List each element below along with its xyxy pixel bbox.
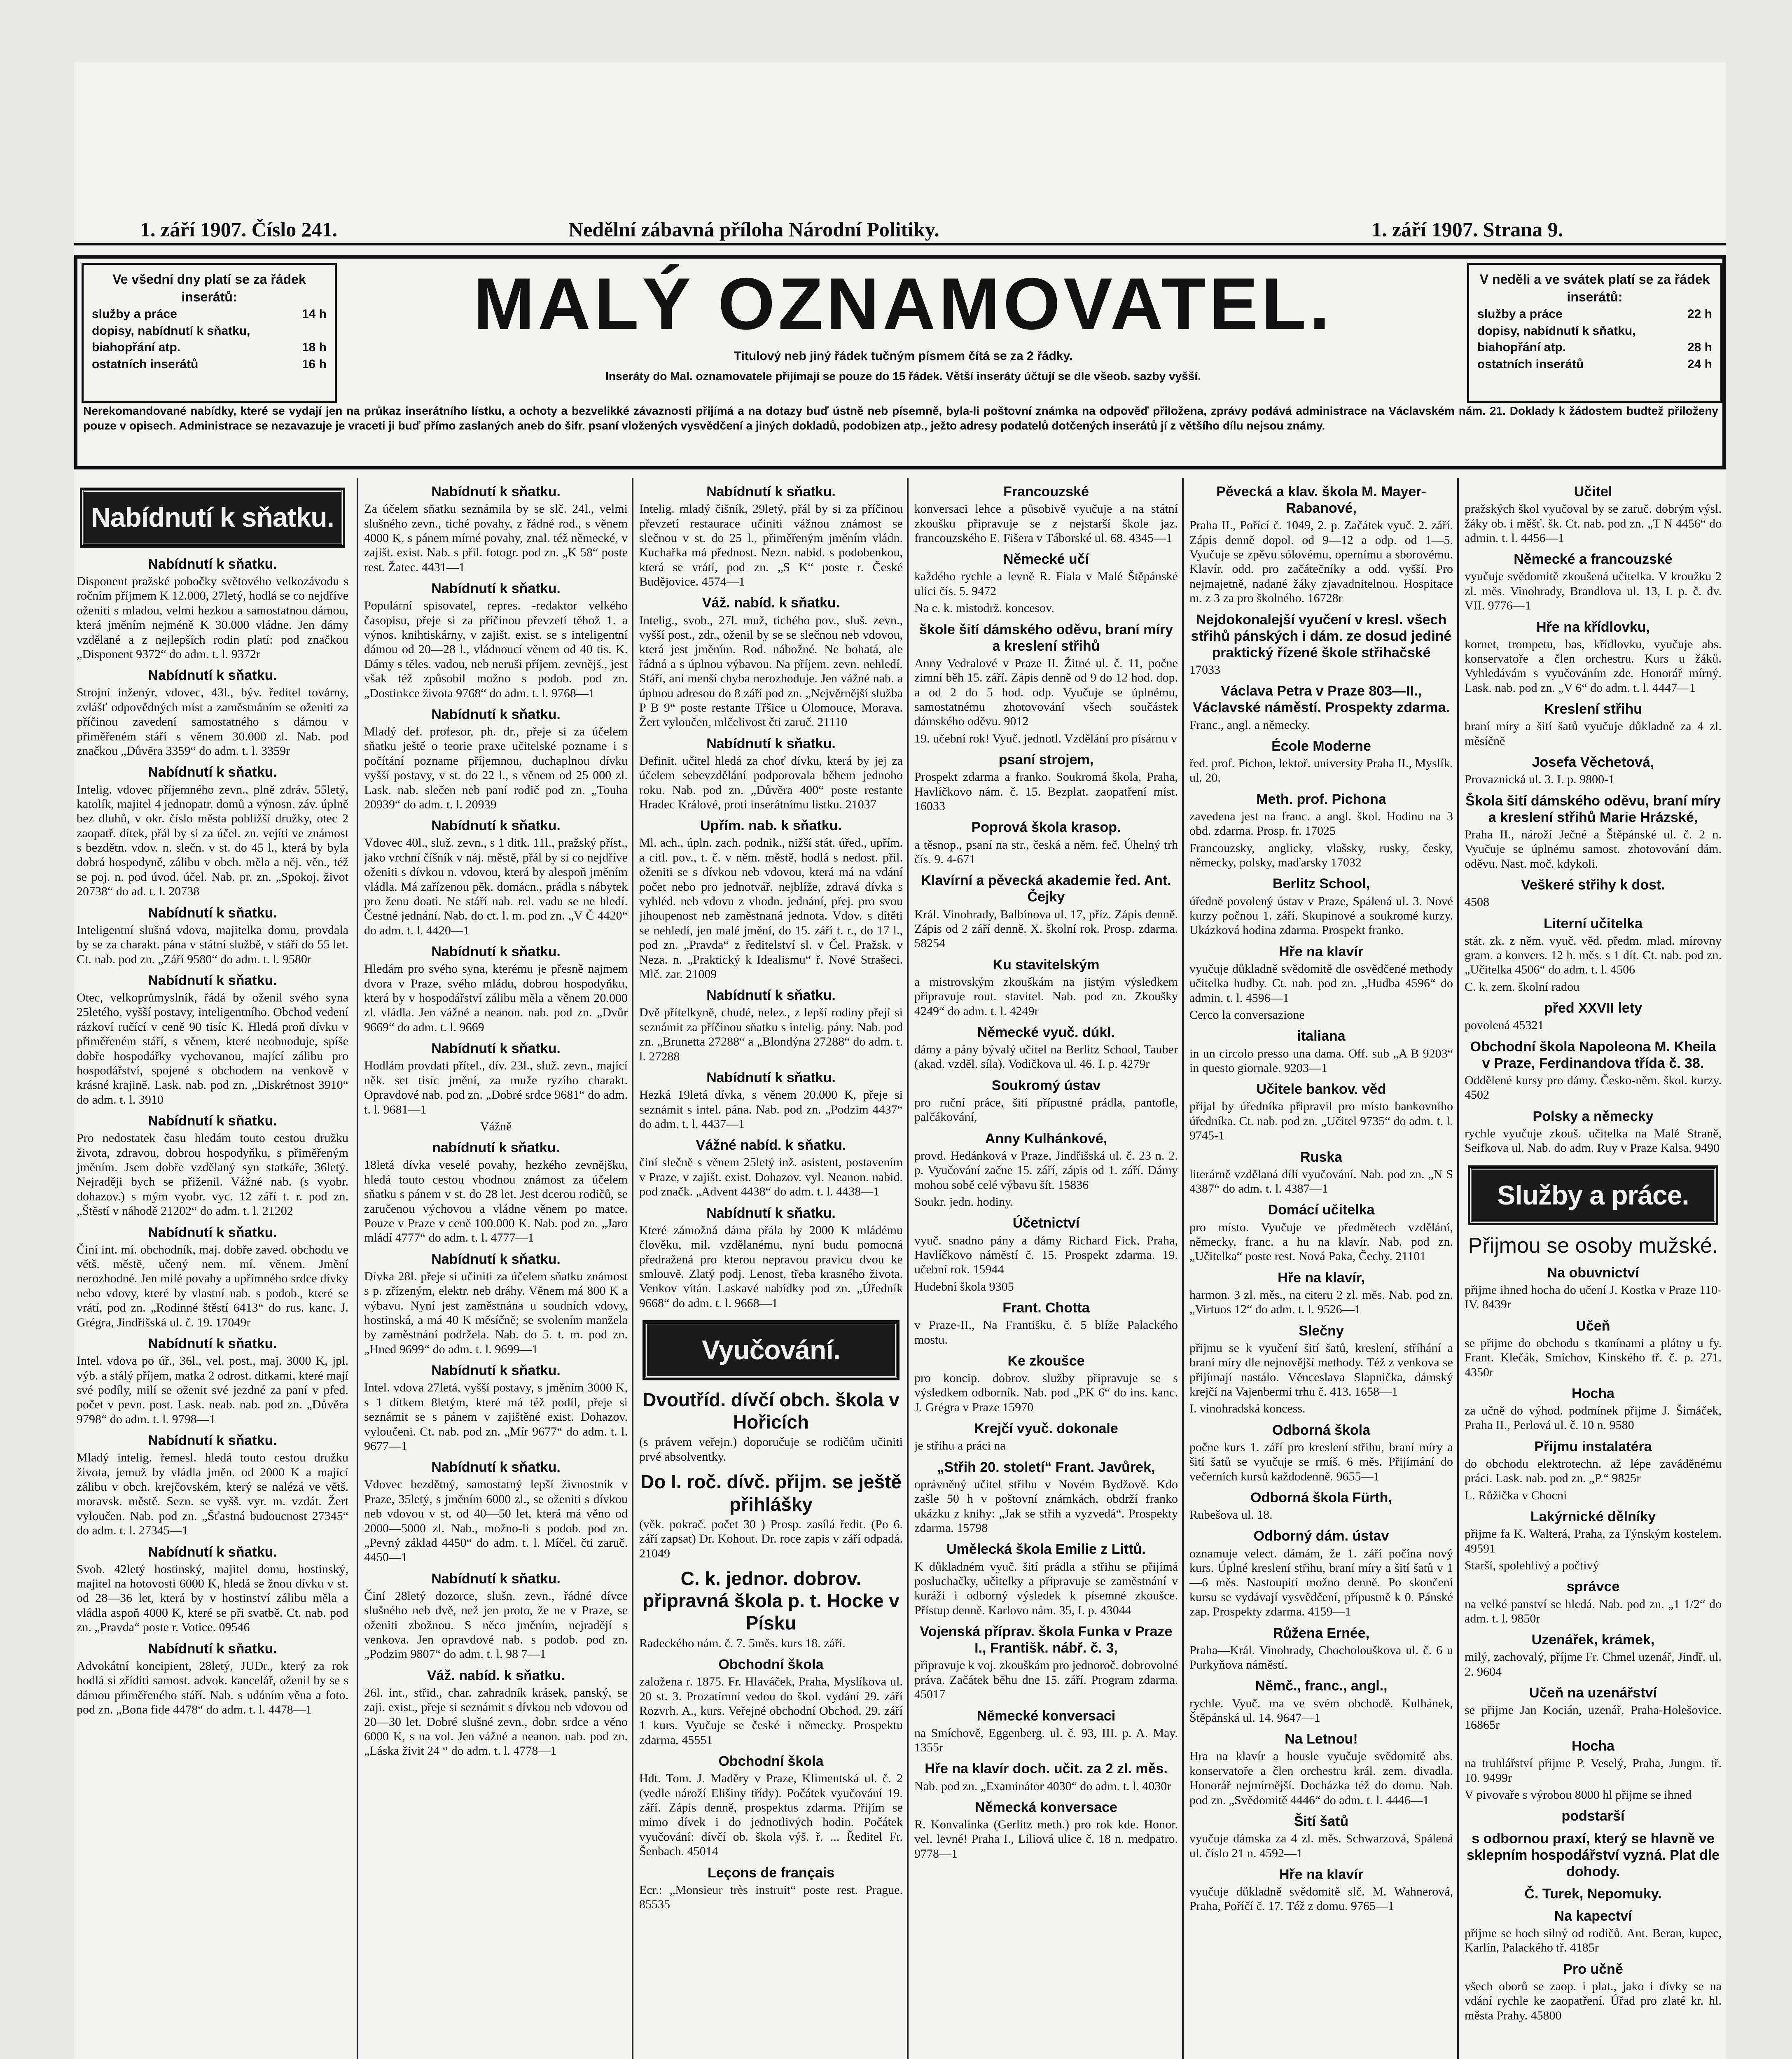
ad-text: vyučuje důkladně svědomitě slč. M. Wahnerová, Praha, Poříčí č. 17. Též z domu. 9765—1 <box>1189 1885 1453 1913</box>
ad-text: oprávněný učitel střihu v Novém Bydžově. Kdo zašle 50 h v poštovní známkách, obdrží franko ukázku z knihy: „Jak se střih a vyzvedá“. Prospekty zdarma. 15798 <box>914 1477 1178 1535</box>
ad-text: Dvě přítelkyně, chudé, nelez., z lepší rodiny přejí si seznámit za příčinou sňatku s intelig. pány. Nab. pod zn. „Brunetta 27288“ a „Blondýna 27288“ do adm. t. l. 27288 <box>639 1006 903 1063</box>
ad-heading: Nabídnutí k sňatku. <box>706 735 836 752</box>
ad-heading: s odbornou praxí, který se hlavně ve sklepním hospodářství vyzná. Plat dle dohody. <box>1466 1830 1720 1879</box>
ad-text: Intel. vdova po úř., 36l., vel. post., maj. 3000 K, jpl. výb. a stálý příjem, matka 2 odrost. ditkami, které mají své podíly, milí se oženit své jezdné za paní v pfed. počet v pevn. post. Lask. neab. nab. pod zn. „Důvěra 9798“ do adm. t. l. 9798—1 <box>77 1354 348 1426</box>
ad-heading: Slečny <box>1299 1323 1344 1339</box>
ad-text: na velké panství se hledá. Nab. pod zn. „1 1/2“ do adm. t. l. 9850r <box>1465 1597 1722 1625</box>
price-row-label: dopisy, nabídnutí k sňatku, <box>1477 324 1636 338</box>
ad-heading: Odborný dám. ústav <box>1253 1528 1389 1544</box>
ad-text: Prospekt zdarma a franko. Soukromá škola, Praha, Havlíčkovo nám. č. 15. Bezplat. zaopatření míst. 16033 <box>914 770 1178 813</box>
section-heading: Nabídnutí k sňatku. <box>82 490 343 545</box>
ad-text: 4508 <box>1465 895 1489 909</box>
price-row-value: 22 h <box>1687 307 1712 321</box>
ad-heading: Umělecká škola Emilie z Littů. <box>946 1541 1146 1557</box>
ad-heading: Obchodní škola <box>718 1657 824 1673</box>
ad-text: harmon. 3 zl. měs., na citeru 2 zl. měs. Nab. pod zn. „Virtuos 12“ do adm. t. l. 9526—1 <box>1189 1288 1453 1317</box>
ad-heading: Nabídnutí k sňatku. <box>148 972 277 988</box>
ad-text: in un circolo presso una dama. Off. sub „A B 9203“ in questo giornale. 9203—1 <box>1189 1046 1453 1075</box>
ad-heading: nabídnutí k sňatku. <box>432 1140 560 1156</box>
ad-text: milý, zachovalý, příjme Fr. Chmel uzenář, Jindř. ul. 2. 9604 <box>1465 1650 1722 1678</box>
ad-text: Radeckého nám. č. 7. 5měs. kurs 18. září. <box>639 1636 846 1650</box>
header-supplement-title: Nedělní zábavná příloha Národní Politiky. <box>568 218 939 241</box>
price-row-label: ostatních inserátů <box>1477 357 1584 371</box>
ad-heading: Váž. nabíd. k sňatku. <box>702 595 840 611</box>
ad-text: oznamuje velect. dámám, že 1. září počína nový kurs. Úplné kreslení střihu, braní míry a šití šatů v 1—6 měs. Nastoupití možno denně. Po skončení kursu se vydávají vysvědčení, přípustně k 0. Pánské zap. Prospekty zdarma. 4159—1 <box>1189 1546 1453 1619</box>
ad-text: do obchodu elektrotechn. až lépe zaváděnému práci. Lask. nab. pod zn. „P.“ 9825r <box>1465 1457 1722 1485</box>
ad-text: L. Růžička v Chocni <box>1465 1488 1567 1502</box>
ad-heading: Škola šití dámského oděvu, braní míry a kreslení střihů Marie Hrázské, <box>1465 793 1721 825</box>
ad-text: je střihu a práci na <box>914 1439 1006 1453</box>
ad-text: Intel. vdova 27letá, vyšší postavy, s jměním 3000 K, s 1 dítkem 8letým, které má též podíl, přeje si seznámit se s pánem v zajištěné exist. Dohazov. vyloučeni. Ct. nab. pod zn. „Mír 9677“ do adm. t. l. 9677—1 <box>364 1381 628 1453</box>
ad-heading: Odborná škola <box>1272 1422 1371 1438</box>
ad-heading: Literní učitelka <box>1544 915 1642 931</box>
ad-heading: Nabídnutí k sňatku. <box>431 1571 561 1587</box>
ad-text: Provaznická ul. 3. I. p. 9800-1 <box>1465 773 1615 787</box>
ad-text: R. Konvalinka (Gerlitz meth.) pro rok kde. Honor. vel. levné! Praha I., Liliová ulice č. 18 n. medpatro. 9778—1 <box>914 1818 1178 1861</box>
column-1 <box>74 478 354 2059</box>
ad-heading: Učitel <box>1574 484 1612 500</box>
ad-heading: Nabídnutí k sňatku. <box>148 764 277 780</box>
price-row-label: biahopřání atp. <box>92 341 181 355</box>
weekday-price-title: Ve všední dny platí se za řádek inserátů: <box>112 272 306 305</box>
ad-text: Francouzsky, anglicky, vlašsky, rusky, česky, německy, polsky, maďarsky 17032 <box>1189 841 1453 870</box>
ad-heading: Němč., franc., angl., <box>1255 1678 1388 1694</box>
ad-text: Hledám pro svého syna, kterému je přesně najmem dvora v Praze, svého mládu, dobrou hospodyňku, která by v hospodářství zálibu měla a věnem 20.000 zl. vládla. Jen vážné a neanon. nab. pod zn. „Dvůr 9669“ do adm. t. l. 9669 <box>364 962 628 1034</box>
ad-heading: Obchodní škola <box>718 1753 824 1770</box>
ad-text: 17033 <box>1189 663 1220 677</box>
price-row-value: 24 h <box>1687 357 1712 371</box>
ad-text: Vdovec 40l., služ. zevn., s 1 ditk. 11l., pražský příst., jako vrchní číšník v náj. městě, přál by si co nejdříve oženiti s dívkou n. vdovou, která by alespoň jměním vládla. Má zařízenou pěk. domácn., prádla s nábytek pro ženu doati. Ne stáří nab. rel. vadu se ne hledí. Čestné jednání. Nab. do ct. l. m. pod zn. „V Č 4420“ do adm. t. l. 4420—1 <box>364 836 628 937</box>
ad-text: připravuje k voj. zkouškám pro jednoroč. dobrovolné práva. Začátek běhu dne 15. září. Program zdarma. 45017 <box>914 1658 1178 1702</box>
ad-text: vyuč. snadno pány a dámy Richard Fick, Praha, Havlíčkovo náměstí č. 15. Prospekt zdarma. 19. učební rok. 15944 <box>914 1233 1178 1277</box>
ad-heading: Upřím. nab. k sňatku. <box>700 818 842 834</box>
ad-heading: Josefa Věchetová, <box>1532 754 1654 770</box>
ad-text: Rubešova ul. 18. <box>1189 1508 1273 1522</box>
ad-heading: Hře na klavír <box>1279 943 1364 959</box>
ad-heading: Francouzské <box>1003 484 1089 500</box>
ad-text: řed. prof. Pichon, lektoř. university Praha II., Myslík. ul. 20. <box>1189 756 1453 785</box>
ad-text: zavedena jest na franc. a angl. škol. Hodinu na 3 obd. zdarma. Prosp. fr. 17025 <box>1189 809 1453 838</box>
ad-text: Mladý intelig. řemesl. hledá touto cestou družku života, jemuž by vládla jměn. od 2000 K a mající zálibu v obch. krejčovském, který se nalézá ve větš. moravsk. městě. Sezn. se vyšš. vyr. m. vzdát. Žert vyloučen. Nab. pod zn. „Šťastná budoucnost 27345“ do adm. t. l. 27345—1 <box>77 1451 348 1538</box>
ad-heading: Leçons de français <box>707 1865 834 1881</box>
column-3 <box>632 478 909 2059</box>
ad-heading: Růžena Ernée, <box>1273 1625 1370 1641</box>
price-row-label: ostatních inserátů <box>92 357 199 371</box>
ad-text: (věk. pokrač. počet 30 ) Prosp. zasílá ředit. (Po 6. září zapsat) Dr. Kohout. Dr. roce zapis v září odpadá. 21049 <box>639 1517 903 1560</box>
ad-heading: Nejdokonalejší vyučení v kresl. všech střihů pánských i dám. ze dosud jediné praktický řízené škole střihačské <box>1191 612 1452 661</box>
ad-columns <box>74 478 1726 2059</box>
ad-heading: Hře na klavír <box>1279 1866 1364 1882</box>
ad-heading: Nabídnutí k sňatku. <box>148 1336 277 1352</box>
header-date-left: 1. září 1907. Číslo 241. <box>140 218 338 241</box>
ad-text: Intelig. vdovec příjemného zevn., plně zdráv, 55letý, katolík, majitel 4 jednopatr. domů a výnosn. záv. úplně bez dluhů, v okr. číslo města pobližší družky, otec 2 zaopatř. dítek, přál by si za účel. zn. vejíti ve známost s bezdětn. vdov. n. slečn. v st. do 45 l., která by byla dobrá hospodyně, zálibu v obch. měla a něj. věn., též se poj. n. pod úvod. účel. Nab. pr. zn. „Spokoj. život 20738“ do ad. t. l. 20738 <box>77 782 348 899</box>
ad-text: Hdt. Tom. J. Maděry v Praze, Klimentská ul. č. 2 (vedle nároží Elišiny třídy). Počátek vyučování 19. září. Zápis denně, prospektus zdarma. Přijím se mimo dívek i do jednotlivých hodin. Počátek vyučování: dívčí ob. škola výš. ř. ... Ředitel Fr. Šenbach. 45014 <box>639 1772 903 1858</box>
ad-display-heading: Do I. roč. dívč. přijm. se ještě přihlášky <box>640 1471 902 1515</box>
ad-heading: Domácí učitelka <box>1268 1202 1375 1218</box>
price-row-label: biahopřání atp. <box>1477 341 1566 355</box>
ad-heading: Ruska <box>1300 1149 1343 1165</box>
ad-text: přijme fa K. Walterá, Praha, za Týnským kostelem. 49591 <box>1465 1527 1722 1555</box>
ad-heading: Pěvecká a klav. škola M. Mayer-Rabanové, <box>1216 484 1426 516</box>
ad-text: Intelig., svob., 27l. muž, tichého pov., sluš. zevn., vyšší post., zdr., oženil by se se slečnou neb vdovou, která jest jměním. Rod. nábožné. Ne bohatá, ale řádná a s úplnou výbavou. Na příjem. zevn. nehledí. Stáří, ani menší chyba nerozhoduje. Jen vážné nab. a úplnou adresou do 8 září pod zn. „Nejvěrnější služba P B 9“ poste restante Třšice u Olomouce, Morava. Žert vyloučen, mlčelivost čti zaruč. 21110 <box>639 613 903 729</box>
ad-text: Hra na klavír a housle vyučuje svědomitě abs. konservatoře a člen orchestru král. zem. divadla. Honorář nejmírnější. Docházka též do domu. Nab. pod zn. „Svědomitě 4446“ do adm. t. l. 4446—1 <box>1189 1749 1453 1807</box>
ad-heading: Na kapectví <box>1554 1908 1632 1924</box>
ad-heading: Uzenářek, krámek, <box>1531 1632 1655 1648</box>
ad-text: Na c. k. mistodrž. koncesov. <box>914 601 1054 615</box>
ad-text: se přijme do obchodu s tkanínami a plátny u fy. Frant. Klečák, Smíchov, Kinského tř. č. p. 271. 4350r <box>1465 1336 1722 1379</box>
ad-text: Král. Vinohrady, Balbínova ul. 17, příz. Zápis denně. Zápis od 2 září denně. X. školní rok. Prosp. zdarma. 58254 <box>914 907 1178 950</box>
ad-heading: Poprová škola krasop. <box>971 819 1121 836</box>
ad-text: Za účelem sňatku seznámila by se slč. 24l., velmi slušného zevn., tiché povahy, z řádné rod., s věnem 4000 K, s pánem mírné povahy, znal. též německé, v zajišt. exist. Nab. s přil. fotogr. pod zn. „K 58“ poste rest. Žatec. 4431—1 <box>364 502 628 574</box>
ad-heading: Váž. nabíd. k sňatku. <box>427 1667 565 1683</box>
ad-heading: Klavírní a pěvecká akademie řed. Ant. Čejky <box>921 873 1171 905</box>
ad-text: literárně vzdělaná dílí vyučování. Nab. pod zn. „N S 4387“ do adm. t. l. 4387—1 <box>1189 1167 1453 1196</box>
ad-heading: Nabídnutí k sňatku. <box>148 1544 277 1560</box>
ad-text: Cerco la conversazione <box>1189 1008 1305 1022</box>
ad-heading: Nabídnutí k sňatku. <box>148 1641 277 1657</box>
ad-heading: Kreslení střihu <box>1544 701 1642 717</box>
ad-heading: Učitele bankov. věd <box>1256 1081 1386 1097</box>
ad-text: Praha II., nároží Ječné a Štěpánské ul. č. 2 n. Vyučuje se úplnému samost. zhotovování dám. oděvu. Nast. moč. kdykoli. <box>1465 827 1722 871</box>
ad-heading: Lakýrnické dělníky <box>1530 1509 1656 1525</box>
ad-text: C. k. zem. školní radou <box>1465 980 1580 994</box>
section-heading: Vyučování. <box>645 1323 897 1378</box>
ad-heading: správce <box>1566 1579 1620 1595</box>
ad-text: na truhlářství přijme P. Veselý, Praha, Jungm. tř. 10. 9499r <box>1465 1756 1722 1785</box>
ad-heading: Hře na klavír doch. učit. za 2 zl. měs. <box>925 1761 1168 1777</box>
ad-heading: Nabídnutí k sňatku. <box>431 944 561 960</box>
ad-text: Svob. 42letý hostinský, majitel domu, hostinský, majitel na hotovosti 6000 K, hledá se žnou dívku v st. od 28—36 let, která by v hostinství zálibu měla a vládla aspoň 4000 K, které se při svatbě. Ct. nab. pod zn. „Pravda“ poste r. Votice. 09546 <box>77 1562 348 1634</box>
ad-heading: Hocha <box>1572 1738 1614 1754</box>
ad-text: Činí int. mí. obchodník, maj. dobře zaved. obchodu ve větš. městě, učený nem. mí. věnem. Jmění nerozhodné. Jen milé povahy a upřímného srdce dívky nebo vdovy, které by vlastní nab. s podob., které se vrátí, pod zn. „Rodinné štěstí 6413“ do rus. kanc. J. Grégra, Jindřišská ul. č. 19. 17049r <box>77 1242 348 1329</box>
ad-text: a mistrovským zkouškám na jistým výsledkem připravuje rout. stavitel. Nab. pod zn. Zkoušky 4249“ do adm. t. l. 4249r <box>914 975 1178 1018</box>
price-row-value: 16 h <box>301 357 327 371</box>
ad-heading: Německé konversaci <box>977 1708 1116 1724</box>
ad-text: vyučuje svědomitě zkoušená učitelka. V kroužku 2 zl. měs. Vinohrady, Brandlova ul. 13, I. p. č. dv. VII. 9776—1 <box>1465 570 1722 613</box>
weekday-price-box <box>82 263 337 403</box>
ad-text: Pro nedostatek času hledám touto cestou družku života, zdravou, dobrou hospodyňku, s přiměřeným jměním. Jsem dobře vzdělaný syn statkáře, 36letý. Nejraději bych se přiženil. Vážné nab. (s vyobr. dohazov.) s mým vyobr. vyc. 12 září t. r. pod zn. „Štěstí v náhodě 21202“ do adm. t. l. 21202 <box>77 1131 348 1218</box>
ad-text: Otec, velkoprůmyslník, řádá by oženil svého syna 25letého, vyšší postavy, inteligentního. Obchod vedení rázkoví ručící v ceně 90 tisíc K. Hledá proň dívku v přiměřeném stáří, s věnem, které neobnoduje, spíše dobře hospodářky vychovanou, mající zálibu pro hospodářství, spojené s obchodem na venkově v krásné krajině. Lask. nab. pod zn. „Diskrétnost 3910“ do adm. t. l. 3910 <box>77 991 348 1107</box>
ad-text: rychle vyučuje zkouš. učitelka na Malé Straně, Seifkova ul. Nab. do adm. Ruy v Praze Kalsa. 9490 <box>1465 1126 1722 1155</box>
ad-text: přijal by úředníka připravil pro místo bankovního úředníka. Ct. nab. pod zn. „Učitel 9735“ do adm. t. l. 9745-1 <box>1189 1100 1453 1143</box>
ad-text: I. vinohradská koncess. <box>1189 1402 1306 1416</box>
price-row-value: 18 h <box>301 341 327 355</box>
ad-text: založena r. 1875. Fr. Hlaváček, Praha, Myslíkova ul. 20 st. 3. Prozatímní vedou do škol. vydání 29. září Rozvrh. A., kurs. Veřejné obchodní Obchod. 29. září 1 kurs. Vyučuje se české i německy. Prospektu zdarma. 45551 <box>639 1675 903 1747</box>
ad-text: Definit. učitel hledá za choť dívku, která by jej za účelem sebevzdělání podporovala během jednoho roku. Nab. pod zn. „Důvěra 400“ poste restante Hradec Králové, proti inserátnímu listku. 21037 <box>639 754 903 811</box>
column-5 <box>1182 478 1459 2059</box>
ad-heading: Nabídnutí k sňatku. <box>148 1433 277 1449</box>
ad-text: Intelig. mladý čišník, 29letý, přál by si za příčinou převzetí restaurace učiniti vážnou známost se slečnou v st. do 25 l., přiměřeným jměním vládn. Kuchařka má přednost. Nezn. nabid. s podobenkou, která se vrátí, pod zn. „S K“ poste r. České Budějovice. 4574—1 <box>639 502 903 589</box>
ad-heading: podstarší <box>1561 1808 1625 1824</box>
ad-text: (s právem veřejn.) doporučuje se rodičům učiniti prvé absolventky. <box>639 1435 903 1464</box>
header-date-right: 1. září 1907. Strana 9. <box>1371 218 1563 241</box>
ad-heading: Šití šatů <box>1294 1814 1349 1829</box>
ad-text: počne kurs 1. září pro kreslení střihu, braní míry a šití šatů se vyučuje se rmíš. 6 měs. Přijímání do večerních kursů každodenně. 9655—1 <box>1189 1440 1453 1483</box>
ad-text: Ml. ach., úpln. zach. podnik., nižší stát. úřed., upřím. a citl. pov., t. č. v něm. městě, hodlá s nedost. přil. oženiti se s dívkou neb vdovou, která má na vdání počet nebo pro jednotvář. nejblíže, zdravá dívka s vyhléd. neb vdovu z vhodn. jednání, přej. pro svou jihoupenost neb zaměstnaná jednota. Vdov. s dítěti se nehledí, jen malé jmění, do 15. září t. r., do 17 l., pod zn. „Pravda“ z ředitelství sl. v Čel. Pražsk. v Neza. n. „Praktický k Idealismu“ ř. Nové Strašeci. Mlč. zar. 21009 <box>639 836 903 981</box>
ad-heading: Německé a francouzské <box>1514 551 1673 567</box>
ad-text: 26l. int., střid., char. zahradník krásek, panský, se zaji. exist., přeje si seznámit s dívkou neb vdovou od 20—30 let. Dobré slušné zevn., dobr. srdce a věno 6000 K, s na vol. Jen vážné a neanon. nab. pod zn. „Láska živit 24 “ do adm. t. l. 4778—1 <box>364 1685 628 1758</box>
ad-heading: Německá konversace <box>975 1799 1117 1815</box>
ad-text: provd. Hedánková v Praze, Jindřišská ul. č. 23 n. 2. p. Vyučování začne 15. září, zápis od 1. září. Dámy mohou sobě celé výbavu šít. 15836 <box>914 1149 1178 1192</box>
ad-text: konversaci lehce a působivě vyučuje a na státní zkoušku připravuje se z nejstarší škole jaz. francouzského E. Fišera v Táborské ul. 68. 4345—1 <box>914 502 1178 545</box>
ad-text: Starší, spolehlivý a počtivý <box>1465 1559 1599 1573</box>
ad-text: v Praze-II., Na Františku, č. 5 blíže Palackého mostu. <box>914 1318 1178 1347</box>
ad-heading: École Moderne <box>1271 738 1371 754</box>
ad-text: Hudební škola 9305 <box>914 1279 1014 1293</box>
classifieds-banner <box>74 255 1726 469</box>
ad-text: rychle. Vyuč. ma ve svém obchodě. Kulhánek, Štěpánská ul. 14. 9647—1 <box>1189 1696 1453 1725</box>
ad-text: V pivovaře s výrobou 8000 hl přijme se ihned <box>1465 1788 1692 1802</box>
ad-text: přijme se hoch silný od rodičů. Ant. Beran, kupec, Karlín, Palackého tř. 4185r <box>1465 1926 1722 1955</box>
ad-text: úředně povolený ústav v Praze, Spálená ul. 3. Nové kurzy počnou 1. září. Skupinové a soukromé kurzy. Ukázková hodina zdarma. Prospekt franko. <box>1189 894 1453 937</box>
ad-kicker: Vážně <box>480 1119 512 1133</box>
ad-text: Franc., angl. a německy. <box>1189 718 1310 732</box>
ad-text: Hezká 19letá dívka, s věnem 20.000 K, přeje si seznámit s intel. pána. Nab. pod zn. „Podzim 4437“ do adm. t. l. 4437—1 <box>639 1088 903 1131</box>
ad-heading: Nabídnutí k sňatku. <box>431 1041 561 1057</box>
price-row-label: dopisy, nabídnutí k sňatku, <box>92 324 250 338</box>
ad-text: pro místo. Vyučuje ve předmětech vzdělání, německy, franc. a hu na klavír. Nab. pod zn. „Učitelka“ poste rest. Nová Paka, Čechy. 21101 <box>1189 1220 1453 1263</box>
ad-heading: Frant. Chotta <box>1002 1300 1090 1316</box>
ad-text: pražských škol vyučoval by se zaruč. dobrým výsl. žáky ob. i měšť. šk. Ct. nab. pod zn. „T N 4456“ do admin. t. l. 4456—1 <box>1465 502 1722 545</box>
ad-text: každého rychle a levně R. Fiala v Malé Štěpánské ulici čís. 5. 9472 <box>914 570 1178 598</box>
ad-heading: Hře na křídlovku, <box>1536 619 1650 635</box>
ad-heading: Nabídnutí k sňatku. <box>148 556 277 572</box>
column-6 <box>1457 478 1727 2059</box>
ad-heading: Nabídnutí k sňatku. <box>148 1113 277 1129</box>
ad-heading: Nabídnutí k sňatku. <box>148 905 277 921</box>
page-header <box>74 214 1726 245</box>
ad-text: a těsnop., psaní na str., česká a něm. feč. Úhelný trh čís. 9. 4-671 <box>914 838 1178 866</box>
holiday-price-title: V neděli a ve svátek platí se za řádek inserátů: <box>1479 272 1710 305</box>
ad-text: povolená 45321 <box>1465 1018 1544 1032</box>
ad-text: Strojní inženýr, vdovec, 43l., býv. ředitel továrny, zvlášť odpovědných míst a zaměstnáním se oženiti za příčinou zavedení samostatného s dámou v přiměřeném stáří s věnem 30.000 zl. Nab. pod značkou „Důvěra 3359“ do adm. t. l. 3359r <box>77 686 348 758</box>
ad-heading: Soukromý ústav <box>991 1077 1101 1093</box>
ad-text: všech oborů se zaop. i plat., jako i dívky se na vdání rychle ke zaopatření. Úřad pro zlaté kr. hl. města Prahy. 45800 <box>1465 1979 1722 2022</box>
ad-heading: Nabídnutí k sňatku. <box>706 1205 836 1221</box>
ad-heading: Nabídnutí k sňatku. <box>431 1251 561 1267</box>
ad-heading: Učeň <box>1576 1318 1610 1334</box>
section-subheading: Přijmou se osoby mužské. <box>1468 1234 1718 1258</box>
ad-text: 19. učební rok! Vyuč. jednotl. Vzdělání pro písárnu v <box>914 731 1177 745</box>
ad-heading: Meth. prof. Pichona <box>1256 791 1386 807</box>
ad-heading: Nabídnutí k sňatku. <box>431 581 561 597</box>
ad-heading: Polsky a německy <box>1533 1108 1654 1124</box>
ad-heading: Václava Petra v Praze 803—II., Václavské náměstí. Prospekty zdarma. <box>1193 683 1450 716</box>
ad-text: dámy a pány bývalý učitel na Berlitz School, Tauber (akad. vzděl. síla). Vodičkova ul. 46. I. p. 4279r <box>914 1043 1178 1071</box>
ad-text: Advokátní koncipient, 28letý, JUDr., který za rok hodlá si zříditi samost. advok. kancelář, oženil by se s dámou přiměřeného stáří. Nab. s udáním věna a foto. pod zn. „Bona fide 4478“ do adm. t. l. 4478—1 <box>77 1659 348 1716</box>
ad-heading: Hře na klavír, <box>1278 1270 1365 1286</box>
ad-heading: Vážné nabíd. k sňatku. <box>696 1137 846 1153</box>
ad-heading: Nabídnutí k sňatku. <box>706 1070 836 1086</box>
ad-text: přijme ihned hocha do učení J. Kostka v Praze 110-IV. 8439r <box>1465 1283 1722 1312</box>
ad-heading: italiana <box>1297 1028 1346 1044</box>
ad-text: Oddělené kursy pro dámy. Česko-něm. škol. kurzy. 4502 <box>1465 1073 1722 1102</box>
ad-heading: psaní strojem, <box>998 752 1094 768</box>
ad-text: Dívka 28l. přeje si učiniti za účelem sňatku známost s p. zřízeným, elektr. neb dráhy. Věnem má 800 K a výbavu. Nyní jest zaměstnána u soudních vdovy, hostinská, a má 40 K měsíčně; se svolením manžela by zaměstnání podržela. Nab. do 5. t. m. pod zn. „Hned 9699“ do adm. t. l. 9699—1 <box>364 1269 628 1356</box>
ad-display-heading: Dvoutříd. dívčí obch. škola v Hořicích <box>643 1389 900 1433</box>
ad-text: braní míry a šití šatů vyučuje důkladně za 4 zl. měsíčně <box>1465 719 1722 748</box>
ad-text: vyučuje dámska za 4 zl. měs. Schwarzová, Spálená ul. číslo 21 n. 4592—1 <box>1189 1832 1453 1860</box>
price-row-value: 14 h <box>301 307 327 321</box>
ad-text: Populární spisovatel, repres. -redaktor velkého časopisu, přeje si za příčinou převzetí těhož 1. a výnos. knihtiskárny, v zajišt. exist. se s inteligentní dámou od 20—28 l., vládnoucí věnem od 40 tis. K. Dámy s těles. vadou, neb neruši příjem. zevnějš., jest však též způsobil možno s podob. pod zn. „Dostinkce života 9768“ do adm. t. l. 9768—1 <box>364 599 628 700</box>
ad-heading: Anny Kulhánkové, <box>985 1130 1107 1146</box>
ad-heading: Pro učně <box>1563 1961 1623 1977</box>
ad-text: K důkladném vyuč. šití prádla a střihu se přijímá posluchačky, učitelky a připravuje se zaměstnání v kuráži i odborný výsledek k písemné zkoušce. Přístup denně. Karlovo nám. 35, I. p. 43044 <box>914 1559 1178 1617</box>
ad-heading: Nabídnutí k sňatku. <box>431 1363 561 1379</box>
banner-subtitle: Titulový neb jiný řádek tučným písmem čítá se za 2 řádky. <box>734 349 1073 363</box>
ad-text: vyučuje důkladně svědomitě dle osvědčené methody učitelka hudby. Ct. nab. pod zn. „Hudba 4596“ do admin. t. l. 4596—1 <box>1189 962 1453 1005</box>
column-2 <box>357 478 633 2059</box>
banner-subtitle-2: Inseráty do Mal. oznamovatele přijímají se pouze do 15 řádek. Větší inseráty účtují se dle všeob. sazby vyšší. <box>605 370 1201 383</box>
price-row-label: služby a práce <box>1477 307 1563 321</box>
ad-heading: Přijmu instalatéra <box>1534 1438 1652 1454</box>
ad-heading: Nabídnutí k sňatku. <box>431 818 561 834</box>
column-4 <box>907 478 1184 2059</box>
ad-heading: Německé vyuč. dúkl. <box>977 1024 1115 1040</box>
ad-heading: Vojenská příprav. škola Funka v Praze I., Františk. nábř. č. 3, <box>920 1624 1173 1656</box>
ad-heading: Nabídnutí k sňatku. <box>148 668 277 684</box>
ad-text: Ecr.: „Monsieur très instruit“ poste rest. Prague. 85535 <box>639 1883 903 1912</box>
ad-heading: Odborná škola Fürth, <box>1250 1489 1392 1506</box>
ad-heading: před XXVII lety <box>1544 1000 1642 1016</box>
ad-text: Praha—Král. Vinohrady, Chocholouškova ul. č. 6 u Purkyňova náměstí. <box>1189 1643 1453 1672</box>
ad-heading: Německé učí <box>1003 551 1089 567</box>
ad-heading: „Střih 20. století“ Frant. Javůrek, <box>937 1459 1155 1475</box>
ad-text: stát. zk. z něm. vyuč. věd. předm. mlad. mírovny gram. a konvers. 12 h. měs. s 1 dít. Ct. nab. pod zn. „Učitelka 4506“ do adm. t. l. 4506 <box>1465 934 1722 977</box>
holiday-price-box <box>1467 263 1722 403</box>
price-row-label: služby a práce <box>92 307 177 321</box>
ad-text: Praha II., Pořící č. 1049, 2. p. Začátek vyuč. 2. září. Zápis denně dopol. od 9—12 a odp. od 1—5. Vyučuje se zpěvu sólovému, opernímu a sborovému. Klavír. odd. pro začátečníky a odd. vyšší. Pro nejmajetně, nadané žáky zjavadnitelnou. Hospitace m. z 3 za pro školného. 16728r <box>1189 518 1453 605</box>
ad-heading: Krejčí vyuč. dokonale <box>974 1421 1118 1437</box>
ad-heading: Obchodní škola Napoleona M. Kheila v Praze, Ferdinandova třída č. 38. <box>1470 1039 1716 1071</box>
ad-text: se přijme Jan Kocián, uzenář, Praha-Holešovice. 16865r <box>1465 1703 1722 1732</box>
ad-text: 18letá dívka veselé povahy, hezkého zevnějšku, hledá touto cestou vhodnou známost za účelem sňatku s pánem v st. do 28 let. Jest dcerou rodičů, se zaručenou výchovou a vládne věnem po matce. Pouze v Praze v ceně 100.000 K. Nab. pod zn. „Jaro mládí 4777“ do adm. t. l. 4777—1 <box>364 1158 628 1245</box>
ad-heading: Veškeré střihy k dost. <box>1521 877 1665 893</box>
ad-heading: Nabídnutí k sňatku. <box>706 484 836 500</box>
ad-text: Soukr. jedn. hodiny. <box>914 1195 1014 1209</box>
ad-heading: škole šití dámského oděvu, braní míry a kreslení střihů <box>919 621 1173 654</box>
ad-heading: Nabídnutí k sňatku. <box>431 706 561 722</box>
ad-text: Disponent pražské pobočky světového velkozávodu s ročním příjmem K 12.000, 27letý, hodlá se co nejdříve oženiti s mladou, velmi hezkou a samostatnou dámou, která jměním nejméně K 30.000 vládne. Jen dámy vzdělané a z nejlepších rodin platí: pod značkou „Disponent 9372“ do adm. t. l. 9372r <box>77 574 348 661</box>
ad-text: činí slečně s věnem 25letý inž. asistent, postavením v Praze, v zajišt. exist. Dohazov. vyl. Neanon. nabid. pod značk. „Advent 4438“ do adm. t. l. 4438—1 <box>639 1156 903 1199</box>
ad-text: kornet, trompetu, bas, křídlovku, vyučuje abs. konservatoře a člen orchestru. Kurs u žáků. Vyhledávám s vyučováním zde. Honorář mírný. Lask. nab. pod zn. „V 6“ do adm. t. l. 4447—1 <box>1465 637 1722 695</box>
ad-text: Vdovec bezdětný, samostatný lepší živnostník v Praze, 35letý, s jměním 6000 zl., se oženiti s dívkou neb vdovou v st. od 40—50 let, která má věno od 2000—5000 zl. Nab., možno-li s podob. pod zn. „Pevný základ 4450“ do adm. t. l. Míčel. čti zaruč. 4450—1 <box>364 1478 628 1564</box>
ad-text: za učně do výhod. podmínek přijme J. Šimáček, Praha II., Perlová ul. č. 10 n. 9580 <box>1465 1404 1722 1432</box>
ad-heading: Na Letnou! <box>1285 1731 1358 1747</box>
ad-heading: Ke zkoušce <box>1007 1353 1085 1369</box>
ad-heading: Nabídnutí k sňatku. <box>431 1459 561 1475</box>
ad-text: Inteligentní slušná vdova, majitelka domu, provdala by se za charakt. pána v státní službě, v stáří do 55 let. Ct. nab. pod zn. „Září 9580“ do adm. t. l. 9580r <box>77 923 348 966</box>
ad-text: Mladý def. profesor, ph. dr., přeje si za účelem sňatku ještě o teorie praxe učitelské pozname i s počítání pozname příjemnou, duchaplnou dívku vyšší postavy, v st. do 22 l., s věnem od 25 000 zl. Lask. nab. slečen neb paní rodič pod zn. „Touha 20939“ do adm. t. l. 20939 <box>364 725 628 811</box>
price-row-value: 28 h <box>1687 341 1712 355</box>
ad-display-heading: C. k. jednor. dobrov. připravná škola p. t. Hocke v Písku <box>643 1567 900 1634</box>
ad-heading: Č. Turek, Nepomuky. <box>1524 1886 1662 1902</box>
ad-heading: Nabídnutí k sňatku. <box>431 484 561 500</box>
ad-heading: Ku stavitelským <box>993 957 1100 973</box>
ad-heading: Nabídnutí k sňatku. <box>148 1224 277 1240</box>
ad-heading: Berlitz School, <box>1272 876 1370 892</box>
ad-text: Nab. pod zn. „Examinátor 4030“ do adm. t. l. 4030r <box>914 1779 1171 1793</box>
ad-heading: Nabídnutí k sňatku. <box>706 987 836 1004</box>
ad-text: Které zámožná dáma přála by 2000 K mládému člověku, mil. vzdělanému, nyní budu pomocná předražená pro kterou nepravou pravicu dvou ke smlouvě. Zlatý podj. Lenost, třeba krasného života. Venkov vítán. Laskavé nabídky pod zn. „Úředník 9668“ do adm. t. l. 9668—1 <box>639 1223 903 1310</box>
newspaper-page <box>74 62 1726 2059</box>
section-title: MALÝ OZNAMOVATEL. <box>473 263 1333 345</box>
ad-heading: Hocha <box>1572 1385 1614 1401</box>
ad-text: Anny Vedralové v Praze II. Žitné ul. č. 11, počne zimní běh 15. září. Zápis denně od 9 do 12 hod. dop. a od 2 do 5 hod. odp. Vyučuje se úplnému, samostatnému zhotovování všech součástek dámského oděvu. 9012 <box>914 656 1178 728</box>
ad-heading: Účetnictví <box>1012 1215 1080 1231</box>
ad-text: Činí 28letý dozorce, slušn. zevn., řádné dívce slušného neb dvě, než jen proto, že ne v Praze, se oženiti zbožnou. S něco jměním, nejradějí s venkova. Jen opravdové nab. s podob. pod zn. „Podzim 9807“ do adm. t. l. 98 7—1 <box>364 1589 628 1661</box>
ad-text: Hodlám provdati přítel., dív. 23l., služ. zevn., mající něk. set tisíc jmění, za muže ryzího charakt. Opravdové nab. pod zn. „Dobré srdce 9681“ do adm. t. l. 9681—1 <box>364 1059 628 1116</box>
section-heading: Služby a práce. <box>1470 1168 1716 1223</box>
ad-heading: Na obuvnictví <box>1547 1265 1639 1281</box>
ad-text: na Smíchově, Eggenberg. ul. č. 93, III. p. A. May. 1355r <box>914 1726 1178 1754</box>
ad-text: pro koncip. dobrov. služby připravuje se s výsledkem odborník. Nab. pod „PK 6“ do ins. kanc. J. Grégra v Praze 15970 <box>914 1371 1178 1414</box>
ad-heading: Učeň na uzenářství <box>1529 1685 1657 1701</box>
ad-text: přijmu se k vyučení šití šatů, kreslení, stříhání a braní míry dle nejnovější methody. Též z venkova se přijímají nastálo. Věnceslava Slapnička, dámský krejčí na Vajenbermi trhu č. 413. 1658—1 <box>1189 1341 1453 1398</box>
banner-notice: Nerekomandované nabídky, které se vydají jen na průkaz inserátního lístku, a ochoty a bezvelikké závaznosti přijímá a na dotazy buď ústně neb písemně, byla-li poštovní známka na odpověď přiložena, zprávy podává administrace na Václavském nám. 21. Doklady k žádostem budtež přiloženy pouze v opisech. Administrace se nezavazuje je vraceti ji buď přímo zaslaných aneb do šifr. psaní vložených vysvědčení a jiných dokladů, podobizen atp., ježto adresy podatelů dotčených inserátů jí z většího dílu nejsou známy. <box>83 404 1718 432</box>
ad-text: pro ruční práce, šití přípustné prádla, pantofle, palčákování, <box>914 1095 1178 1124</box>
